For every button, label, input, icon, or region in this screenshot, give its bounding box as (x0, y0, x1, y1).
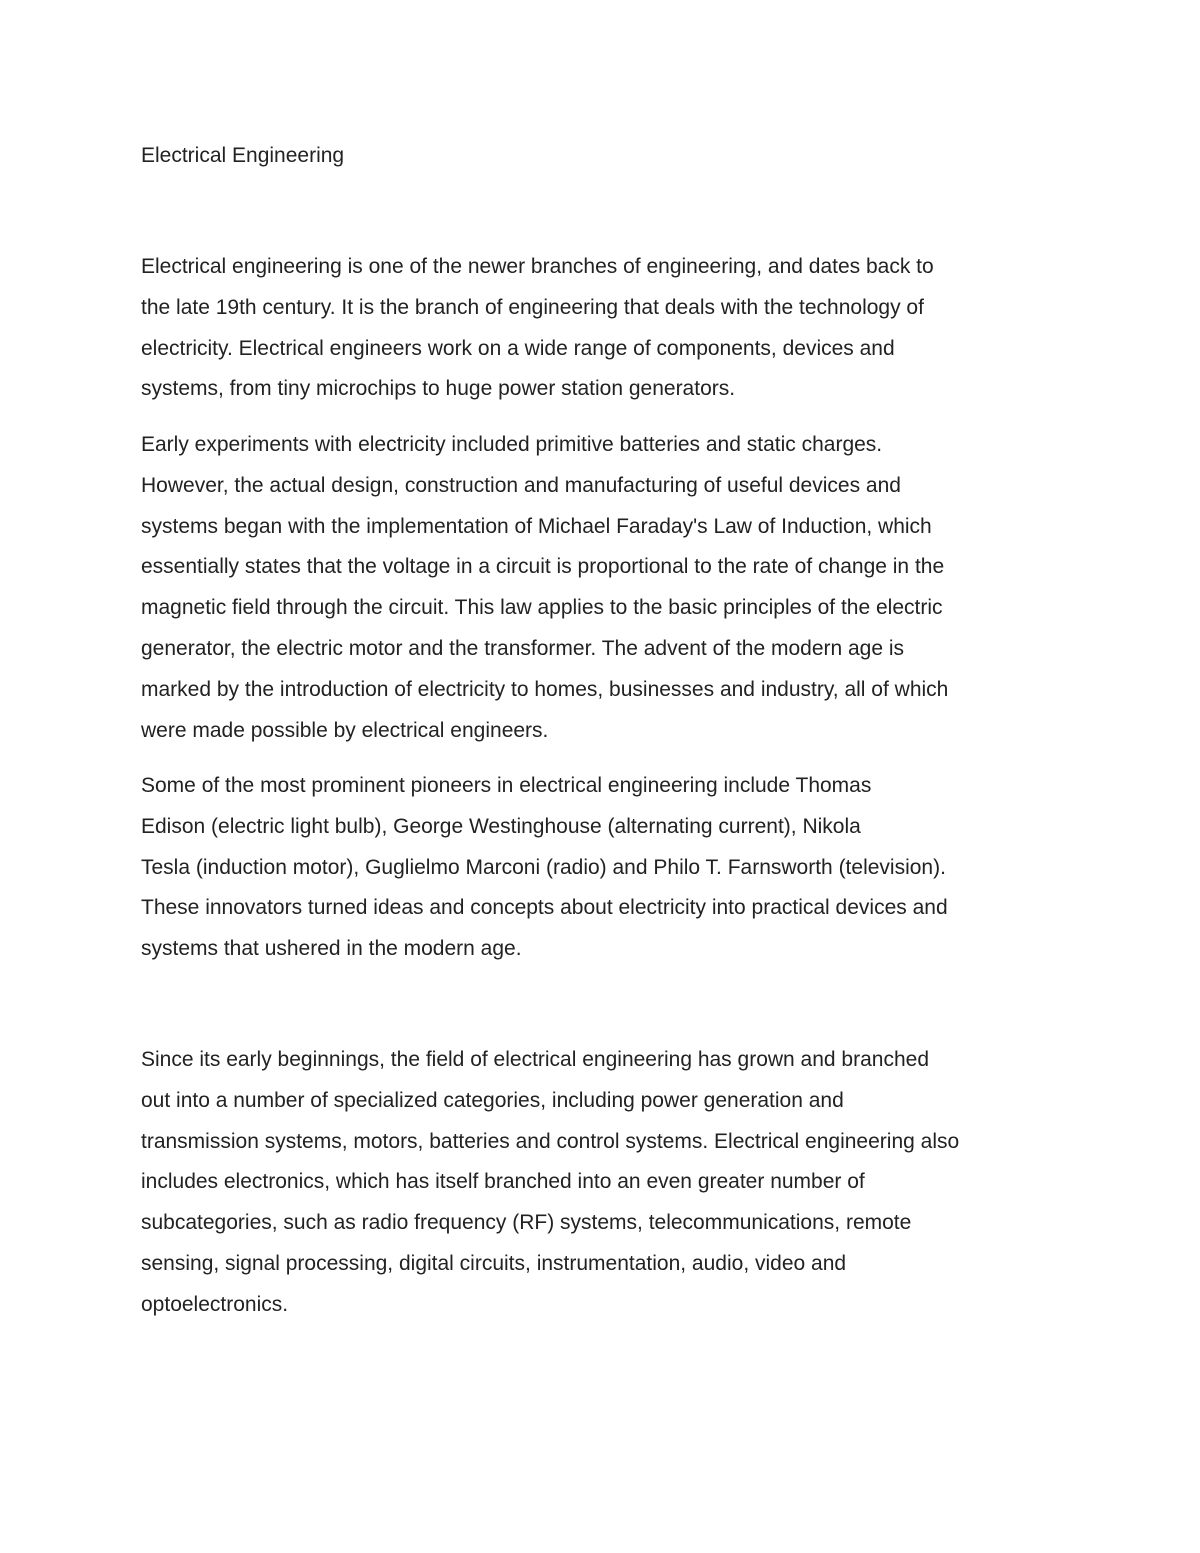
paragraph-line: marked by the introduction of electricity to homes, businesses and industry, all of which (141, 677, 949, 701)
paragraph-line: Tesla (induction motor), Guglielmo Marconi (radio) and Philo T. Farnsworth (television). (141, 855, 946, 879)
paragraph-line: electricity. Electrical engineers work on a wide range of components, devices and (141, 336, 895, 360)
paragraph-line: Since its early beginnings, the field of electrical engineering has grown and branched (141, 1048, 929, 1071)
paragraph-early-experiments (141, 425, 948, 751)
paragraph-pioneers (141, 766, 948, 970)
paragraph-line: These innovators turned ideas and concepts about electricity into practical devices and (141, 896, 948, 920)
paragraph-line: sensing, signal processing, digital circuits, instrumentation, audio, video and (141, 1251, 847, 1275)
paragraph-line: optoelectronics. (141, 1292, 289, 1316)
document-title: Electrical Engineering (141, 144, 345, 167)
paragraph-line: includes electronics, which has itself branched into an even greater number of (141, 1170, 865, 1194)
paragraph-line: magnetic field through the circuit. This law applies to the basic principles of the electric (141, 596, 943, 620)
paragraph-line: systems, from tiny microchips to huge power station generators. (141, 377, 736, 401)
paragraph-line: subcategories, such as radio frequency (RF) systems, telecommunications, remote (141, 1211, 912, 1235)
paragraph-line: Some of the most prominent pioneers in electrical engineering include Thomas (141, 774, 872, 797)
paragraph-line: Electrical engineering is one of the newer branches of engineering, and dates back to (141, 255, 934, 278)
paragraph-line: the late 19th century. It is the branch of engineering that deals with the technology of (141, 295, 924, 319)
paragraph-line: Edison (electric light bulb), George Westinghouse (alternating current), Nikola (141, 814, 861, 838)
paragraph-line: However, the actual design, construction and manufacturing of useful devices and (141, 473, 901, 497)
paragraph-line: Early experiments with electricity included primitive batteries and static charges. (141, 433, 883, 456)
paragraph-line: generator, the electric motor and the transformer. The advent of the modern age is (141, 636, 905, 660)
paragraph-line: transmission systems, motors, batteries and control systems. Electrical engineering also (141, 1129, 960, 1153)
paragraph-line: systems that ushered in the modern age. (141, 937, 522, 961)
paragraph-line: essentially states that the voltage in a circuit is proportional to the rate of change in the (141, 555, 945, 579)
paragraph-history (141, 247, 934, 410)
paragraph-line: systems began with the implementation of Michael Faraday's Law of Induction, which (141, 514, 932, 538)
paragraph-specializations (141, 1040, 959, 1326)
paragraph-line: were made possible by electrical engineers. (141, 718, 549, 742)
paragraph-line: out into a number of specialized categories, including power generation and (141, 1088, 844, 1112)
